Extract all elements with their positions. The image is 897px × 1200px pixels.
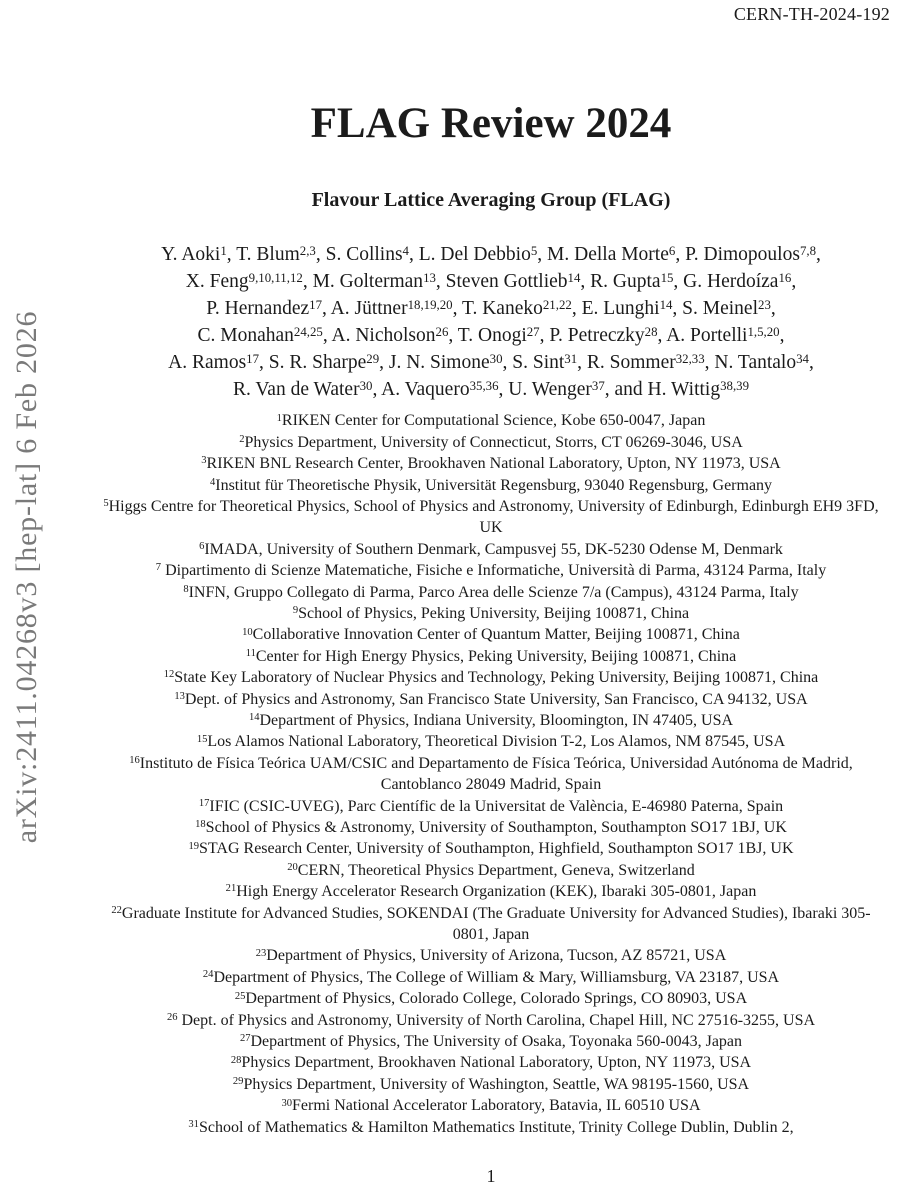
affiliation-number: 2 xyxy=(239,433,245,445)
affiliation-number: 30 xyxy=(281,1097,293,1109)
affiliation-item: $^{16}$Instituto de Física Teórica UAM/CSIC and Departamento de Física Teórica, Universidad Autónoma de Madrid, Cantoblanco 28049 Madrid, Spain xyxy=(129,754,853,794)
affiliation-item: $^4$Institut für Theoretische Physik, Universität Regensburg, 93040 Regensburg, Germany xyxy=(209,476,773,494)
affiliation-item: $^6$IMADA, University of Southern Denmark, Campusvej 55, DK-5230 Odense M, Denmark xyxy=(199,540,783,558)
author-affiliation-superscript: 32,33 xyxy=(675,351,705,366)
affiliation-number: 1 xyxy=(276,412,282,424)
affiliation-number: 8 xyxy=(183,583,189,595)
affiliation-number: 31 xyxy=(188,1118,199,1130)
affiliation-list xyxy=(101,410,881,1138)
affiliation-item: $^5$Higgs Centre for Theoretical Physics, School of Physics and Astronomy, University of Edinburgh, Edinburgh EH9 3FD, UK xyxy=(103,497,879,537)
author-affiliation-superscript: 27 xyxy=(526,324,540,339)
author-line: R. Van de Water$^{30}$, A. Vaquero$^{35,36}$, U. Wenger$^{37}$, and H. Wittig$^{38,39}$ xyxy=(232,378,750,401)
author-affiliation-superscript: 2,3 xyxy=(299,243,316,258)
affiliation-number: 3 xyxy=(201,455,207,467)
author-affiliation-superscript: 6 xyxy=(668,243,676,258)
author-affiliation-superscript: 9,10,11,12 xyxy=(248,270,303,285)
author-affiliation-superscript: 5 xyxy=(530,243,538,258)
affiliation-item: $^{15}$Los Alamos National Laboratory, Theoretical Division T-2, Los Alamos, NM 87545, USA xyxy=(196,733,786,751)
affiliation-item: $^{23}$Department of Physics, University of Arizona, Tucson, AZ 85721, USA xyxy=(255,947,727,965)
author-affiliation-superscript: 1,5,20 xyxy=(747,324,780,339)
author-affiliation-superscript: 37 xyxy=(591,378,605,393)
affiliation-number: 15 xyxy=(196,733,208,745)
affiliation-item: $^{31}$School of Mathematics & Hamilton Mathematics Institute, Trinity College Dublin, Dublin 2, xyxy=(188,1118,794,1136)
author-list xyxy=(92,241,890,403)
affiliation-number: 27 xyxy=(239,1033,251,1045)
author-affiliation-superscript: 4 xyxy=(402,243,409,258)
affiliation-number: 7 xyxy=(155,562,162,574)
author-line: C. Monahan$^{24,25}$, A. Nicholson$^{26}$, T. Onogi$^{27}$, P. Petreczky$^{28}$, A. Portelli$^{1,5,20}$, xyxy=(197,324,785,347)
page-number: 1 xyxy=(486,1166,496,1186)
affiliation-item: $^{14}$Department of Physics, Indiana University, Bloomington, IN 47405, USA xyxy=(248,711,734,729)
author-affiliation-superscript: 34 xyxy=(796,351,809,366)
affiliation-number: 24 xyxy=(202,969,214,981)
affiliation-number: 11 xyxy=(245,648,256,660)
author-affiliation-superscript: 18,19,20 xyxy=(407,297,453,312)
affiliation-item: $^{20}$CERN, Theoretical Physics Department, Geneva, Switzerland xyxy=(287,861,695,879)
affiliation-number: 5 xyxy=(103,498,109,510)
author-affiliation-superscript: 14 xyxy=(659,297,673,312)
affiliation-item: $^{12}$State Key Laboratory of Nuclear Physics and Technology, Peking University, Beijing 100871, China xyxy=(163,669,819,687)
affiliation-item: $^{25}$Department of Physics, Colorado College, Colorado Springs, CO 80903, USA xyxy=(234,990,748,1008)
affiliation-item: $^{13}$Dept. of Physics and Astronomy, San Francisco State University, San Francisco, CA 94132, USA xyxy=(174,690,808,708)
author-line: X. Feng$^{9,10,11,12}$, M. Golterman$^{13}$, Steven Gottlieb$^{14}$, R. Gupta$^{15}$, G. Herdoíza$^{16}$, xyxy=(185,270,797,293)
affiliation-number: 4 xyxy=(209,476,216,488)
affiliation-number: 26 xyxy=(166,1011,178,1023)
affiliation-number: 13 xyxy=(174,690,185,702)
affiliation-number: 25 xyxy=(234,990,246,1002)
author-affiliation-superscript: 26 xyxy=(435,324,449,339)
author-line: Y. Aoki$^1$, T. Blum$^{2,3}$, S. Collins$^4$, L. Del Debbio$^5$, M. Della Morte$^6$, P. Dimopoulos$^{7,8}$, xyxy=(161,243,821,266)
affiliation-number: 16 xyxy=(129,755,140,767)
affiliation-number: 28 xyxy=(230,1054,242,1066)
affiliation-number: 6 xyxy=(199,540,205,552)
affiliation-item: $^8$INFN, Gruppo Collegato di Parma, Parco Area delle Scienze 7/a (Campus), 43124 Parma, Italy xyxy=(183,583,799,601)
affiliation-item: $^{22}$Graduate Institute for Advanced Studies, SOKENDAI (The Graduate University for Advanced Studies), Ibaraki 305-0801, Japan xyxy=(111,904,871,944)
author-affiliation-superscript: 31 xyxy=(564,351,578,366)
affiliation-item: $^9$School of Physics, Peking University, Beijing 100871, China xyxy=(292,604,690,622)
author-affiliation-superscript: 16 xyxy=(778,270,792,285)
author-affiliation-superscript: 17 xyxy=(309,297,322,312)
affiliation-number: 18 xyxy=(195,819,206,831)
affiliation-number: 19 xyxy=(188,840,200,852)
affiliation-item: $^{21}$High Energy Accelerator Research Organization (KEK), Ibaraki 305-0801, Japan xyxy=(225,883,757,901)
affiliation-item: $^{24}$Department of Physics, The College of William & Mary, Williamsburg, VA 23187, USA xyxy=(202,968,780,986)
author-affiliation-superscript: 35,36 xyxy=(469,378,499,393)
author-line: A. Ramos$^{17}$, S. R. Sharpe$^{29}$, J. N. Simone$^{30}$, S. Sint$^{31}$, R. Sommer$^{32,33}$, N. Tantalo$^{34}$, xyxy=(168,351,814,374)
author-affiliation-superscript: 24,25 xyxy=(293,324,323,339)
affiliation-number: 29 xyxy=(232,1076,244,1088)
author-line: P. Hernandez$^{17}$, A. Jüttner$^{18,19,20}$, T. Kaneko$^{21,22}$, E. Lunghi$^{14}$, S. Meinel$^{23}$, xyxy=(206,297,776,320)
affiliation-number: 17 xyxy=(198,797,210,809)
author-affiliation-superscript: 1 xyxy=(220,243,227,258)
affiliation-number: 21 xyxy=(225,883,237,895)
affiliation-item: $^{29}$Physics Department, University of Washington, Seattle, WA 98195-1560, USA xyxy=(232,1075,750,1093)
author-affiliation-superscript: 30 xyxy=(489,351,503,366)
affiliation-item: $^{10}$Collaborative Innovation Center of Quantum Matter, Beijing 100871, China xyxy=(242,626,740,644)
author-affiliation-superscript: 21,22 xyxy=(542,297,572,312)
affiliation-item: $^{18}$School of Physics & Astronomy, University of Southampton, Southampton SO17 1BJ, UK xyxy=(195,819,787,837)
author-affiliation-superscript: 28 xyxy=(644,324,658,339)
author-affiliation-superscript: 14 xyxy=(567,270,581,285)
author-affiliation-superscript: 23 xyxy=(758,297,771,312)
page-content xyxy=(92,0,890,1200)
affiliation-number: 23 xyxy=(255,947,267,959)
affiliation-item: $^{28}$Physics Department, Brookhaven National Laboratory, Upton, NY 11973, USA xyxy=(230,1054,752,1072)
affiliation-number: 22 xyxy=(111,904,122,916)
arxiv-watermark: arXiv:2411.04268v3 [hep-lat] 6 Feb 2026 xyxy=(10,310,43,844)
author-affiliation-superscript: 7,8 xyxy=(799,243,817,258)
affiliation-number: 12 xyxy=(163,669,175,681)
paper-subtitle: Flavour Lattice Averaging Group (FLAG) xyxy=(311,189,671,212)
author-affiliation-superscript: 17 xyxy=(246,351,260,366)
affiliation-number: 10 xyxy=(242,626,253,638)
affiliation-item: $^1$RIKEN Center for Computational Science, Kobe 650-0047, Japan xyxy=(276,412,706,430)
affiliation-item: $^{19}$STAG Research Center, University of Southampton, Highfield, Southampton SO17 1BJ, UK xyxy=(188,840,794,858)
affiliation-item: $^{30}$Fermi National Accelerator Laboratory, Batavia, IL 60510 USA xyxy=(281,1097,701,1115)
affiliation-item: $^3$RIKEN BNL Research Center, Brookhaven National Laboratory, Upton, NY 11973, USA xyxy=(201,455,781,473)
report-number: CERN-TH-2024-192 xyxy=(733,4,890,24)
affiliation-item: $^{17}$IFIC (CSIC-UVEG), Parc Científic de la Universitat de València, E-46980 Paterna, Spain xyxy=(198,797,784,815)
page-title: FLAG Review 2024 xyxy=(310,100,672,147)
author-affiliation-superscript: 13 xyxy=(423,270,436,285)
affiliation-number: 20 xyxy=(287,862,298,874)
affiliation-number: 14 xyxy=(248,712,260,724)
author-affiliation-superscript: 38,39 xyxy=(720,378,750,393)
author-affiliation-superscript: 30 xyxy=(359,378,373,393)
affiliation-item: $^7$ Dipartimento di Scienze Matematiche, Fisiche e Informatiche, Università di Parma, 43124 Parma, Italy xyxy=(155,562,827,580)
affiliation-item: $^2$Physics Department, University of Connecticut, Storrs, CT 06269-3046, USA xyxy=(239,433,743,451)
author-affiliation-superscript: 15 xyxy=(660,270,674,285)
affiliation-item: $^{11}$Center for High Energy Physics, Peking University, Beijing 100871, China xyxy=(245,647,737,665)
author-affiliation-superscript: 29 xyxy=(366,351,380,366)
affiliation-item: $^{26}$ Dept. of Physics and Astronomy, University of North Carolina, Chapel Hill, NC 27516-3255, USA xyxy=(166,1011,816,1029)
affiliation-item: $^{27}$Department of Physics, The University of Osaka, Toyonaka 560-0043, Japan xyxy=(239,1033,743,1051)
affiliation-number: 9 xyxy=(292,605,299,617)
